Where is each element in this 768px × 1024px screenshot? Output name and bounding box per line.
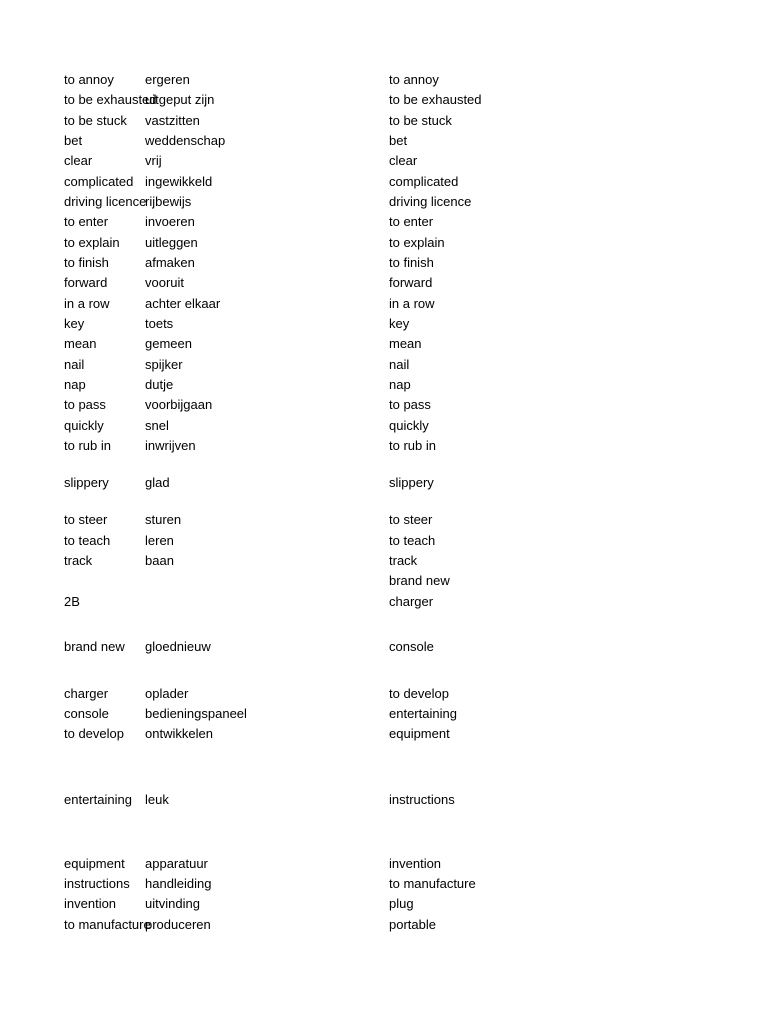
vocab-row (0, 375, 768, 395)
vocab-row (0, 473, 768, 493)
dutch-translation: afmaken (145, 255, 195, 270)
english-term-repeat: to pass (389, 397, 431, 412)
english-term: to manufacture (64, 917, 151, 932)
english-term-repeat: in a row (389, 296, 435, 311)
vocab-row (0, 894, 768, 914)
english-term-repeat: forward (389, 275, 433, 290)
english-term-repeat: charger (389, 594, 434, 609)
dutch-translation: gloednieuw (145, 639, 211, 654)
english-term-repeat: portable (389, 917, 436, 932)
english-term-repeat: to teach (389, 533, 436, 548)
english-term: key (64, 316, 85, 331)
vocab-row (0, 915, 768, 935)
english-term: to be exhausted (64, 92, 157, 107)
vocab-row (0, 637, 768, 657)
dutch-translation: snel (145, 418, 169, 433)
english-term: to teach (64, 533, 111, 548)
vocab-row (0, 592, 768, 612)
english-term: equipment (64, 856, 125, 871)
vocab-row (0, 355, 768, 375)
english-term: console (64, 706, 109, 721)
english-term-repeat: equipment (389, 726, 450, 741)
vocab-row (0, 510, 768, 530)
english-term: to develop (64, 726, 124, 741)
vocab-row (0, 874, 768, 894)
dutch-translation: vooruit (145, 275, 185, 290)
english-term-repeat: driving licence (389, 194, 472, 209)
dutch-translation: toets (145, 316, 174, 331)
vocab-row (0, 294, 768, 314)
vocab-row (0, 90, 768, 110)
english-term: bet (64, 133, 83, 148)
english-term: complicated (64, 174, 134, 189)
vocab-row (0, 704, 768, 724)
vocab-row (0, 233, 768, 253)
english-term-repeat: instructions (389, 792, 455, 807)
dutch-translation: vastzitten (145, 113, 200, 128)
dutch-translation: glad (145, 475, 170, 490)
english-term-repeat: bet (389, 133, 408, 148)
vocab-row (0, 111, 768, 131)
english-term: to steer (64, 512, 108, 527)
english-term-repeat: to develop (389, 686, 449, 701)
english-term: nap (64, 377, 86, 392)
dutch-translation: bedieningspaneel (145, 706, 247, 721)
english-term: to annoy (64, 72, 114, 87)
english-term-repeat: console (389, 639, 434, 654)
vocab-row (0, 131, 768, 151)
dutch-translation: ingewikkeld (145, 174, 213, 189)
dutch-translation: gemeen (145, 336, 192, 351)
english-term-repeat: to steer (389, 512, 433, 527)
dutch-translation: uitvinding (145, 896, 200, 911)
english-term-repeat: slippery (389, 475, 434, 490)
dutch-translation: vrij (145, 153, 162, 168)
vocab-row (0, 172, 768, 192)
dutch-translation: spijker (145, 357, 183, 372)
english-term: quickly (64, 418, 104, 433)
english-term: instructions (64, 876, 130, 891)
english-term-repeat: track (389, 553, 418, 568)
dutch-translation: produceren (145, 917, 211, 932)
english-term-repeat: to finish (389, 255, 434, 270)
vocab-row (0, 70, 768, 90)
english-term: driving licence (64, 194, 147, 209)
dutch-translation: baan (145, 553, 174, 568)
english-term-repeat: plug (389, 896, 414, 911)
english-term: to enter (64, 214, 109, 229)
english-term: to rub in (64, 438, 111, 453)
english-term-repeat: brand new (389, 573, 450, 588)
vocab-row (0, 212, 768, 232)
english-term-repeat: complicated (389, 174, 459, 189)
english-term: entertaining (64, 792, 132, 807)
english-term-repeat: nap (389, 377, 411, 392)
vocab-row (0, 724, 768, 744)
dutch-translation: handleiding (145, 876, 212, 891)
english-term-repeat: to explain (389, 235, 445, 250)
english-term-repeat: quickly (389, 418, 429, 433)
english-term-repeat: to be exhausted (389, 92, 482, 107)
vocab-row (0, 854, 768, 874)
english-term: charger (64, 686, 109, 701)
dutch-translation: rijbewijs (145, 194, 192, 209)
vocab-row (0, 571, 768, 591)
dutch-translation: apparatuur (145, 856, 208, 871)
vocab-row (0, 395, 768, 415)
vocab-row (0, 151, 768, 171)
english-term-repeat: to manufacture (389, 876, 476, 891)
english-term: to explain (64, 235, 120, 250)
english-term-repeat: to annoy (389, 72, 439, 87)
dutch-translation: oplader (145, 686, 189, 701)
english-term: 2B (64, 594, 80, 609)
dutch-translation: weddenschap (145, 133, 226, 148)
english-term-repeat: clear (389, 153, 418, 168)
dutch-translation: ergeren (145, 72, 190, 87)
english-term: invention (64, 896, 117, 911)
dutch-translation: achter elkaar (145, 296, 221, 311)
english-term-repeat: to enter (389, 214, 434, 229)
english-term-repeat: key (389, 316, 410, 331)
vocab-row (0, 531, 768, 551)
english-term: to be stuck (64, 113, 127, 128)
dutch-translation: leuk (145, 792, 169, 807)
english-term-repeat: entertaining (389, 706, 457, 721)
vocab-row (0, 314, 768, 334)
english-term: track (64, 553, 93, 568)
vocab-row (0, 684, 768, 704)
vocab-row (0, 436, 768, 456)
vocab-row (0, 334, 768, 354)
vocab-row (0, 416, 768, 436)
dutch-translation: voorbijgaan (145, 397, 213, 412)
english-term-repeat: to be stuck (389, 113, 452, 128)
vocab-row (0, 273, 768, 293)
vocab-row (0, 551, 768, 571)
vocab-row (0, 192, 768, 212)
english-term-repeat: invention (389, 856, 442, 871)
dutch-translation: uitgeput zijn (145, 92, 215, 107)
dutch-translation: leren (145, 533, 174, 548)
vocab-row (0, 790, 768, 810)
dutch-translation: inwrijven (145, 438, 196, 453)
english-term: slippery (64, 475, 109, 490)
english-term: to finish (64, 255, 109, 270)
english-term: in a row (64, 296, 110, 311)
dutch-translation: dutje (145, 377, 174, 392)
english-term: forward (64, 275, 108, 290)
english-term-repeat: nail (389, 357, 410, 372)
english-term: brand new (64, 639, 125, 654)
english-term: nail (64, 357, 85, 372)
dutch-translation: sturen (145, 512, 182, 527)
english-term-repeat: to rub in (389, 438, 436, 453)
dutch-translation: ontwikkelen (145, 726, 213, 741)
vocab-row (0, 253, 768, 273)
english-term-repeat: mean (389, 336, 422, 351)
english-term: mean (64, 336, 97, 351)
english-term: clear (64, 153, 93, 168)
dutch-translation: invoeren (145, 214, 195, 229)
dutch-translation: uitleggen (145, 235, 198, 250)
english-term: to pass (64, 397, 106, 412)
